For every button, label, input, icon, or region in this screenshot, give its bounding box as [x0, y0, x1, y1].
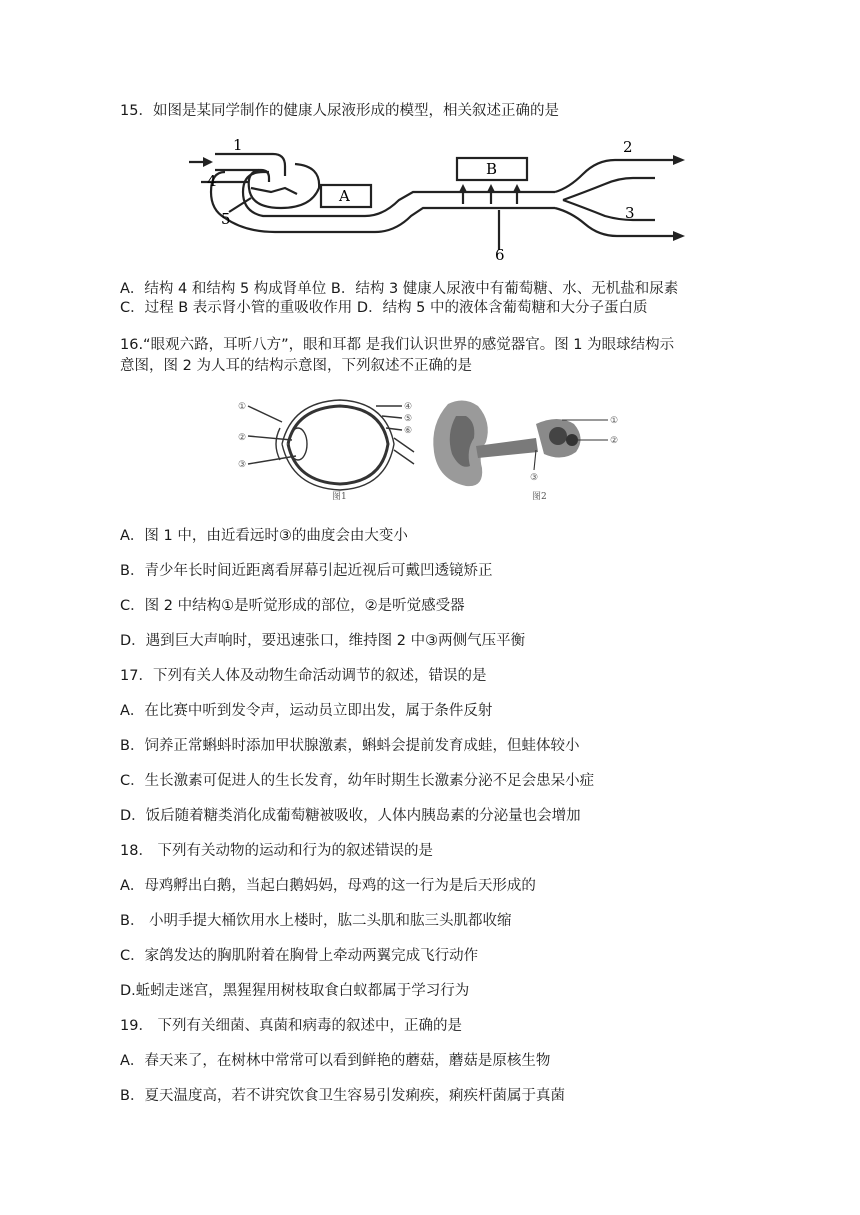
ear-structure-diagram — [426, 394, 626, 502]
q18-option-a: A．母鸡孵出白鹅，当起白鹅妈妈，母鸡的这一行为是后天形成的 — [120, 878, 536, 894]
ear-label-2: ② — [610, 436, 619, 446]
q15-option-ab: A．结构 4 和结构 5 构成肾单位 B．结构 3 健康人尿液中有葡萄糖、水、无机盐和尿素 — [120, 281, 679, 297]
q19-option-b: B．夏天温度高，若不讲究饮食卫生容易引发痢疾，痢疾杆菌属于真菌 — [120, 1088, 565, 1104]
kidney-model-diagram — [185, 132, 695, 262]
q17-option-b: B．饲养正常蝌蚪时添加甲状腺激素，蝌蚪会提前发育成蛙，但蛙体较小 — [120, 738, 580, 754]
q18-option-d: D.蚯蚓走迷宫，黑猩猩用树枝取食白蚁都属于学习行为 — [120, 983, 470, 999]
process-b-label: B — [486, 160, 498, 178]
q16-stem-line2: 意图，图 2 为人耳的结构示意图，下列叙述不正确的是 — [120, 358, 472, 374]
q15-option-cd: C．过程 B 表示肾小管的重吸收作用 D．结构 5 中的液体含葡萄糖和大分子蛋白质 — [120, 300, 648, 316]
q16-option-b: B．青少年长时间近距离看屏幕引起近视后可戴凹透镜矫正 — [120, 563, 493, 579]
q17-option-d: D．饭后随着糖类消化成葡萄糖被吸收，人体内胰岛素的分泌量也会增加 — [120, 808, 581, 824]
q16-option-c: C．图 2 中结构①是听觉形成的部位，②是听觉感受器 — [120, 598, 465, 614]
q17-option-c: C．生长激素可促进人的生长发育，幼年时期生长激素分泌不足会患呆小症 — [120, 773, 595, 789]
q15-stem: 15．如图是某同学制作的健康人尿液形成的模型，相关叙述正确的是 — [120, 103, 559, 119]
eye-label-6: ⑥ — [404, 426, 413, 436]
q19-stem: 19． 下列有关细菌、真菌和病毒的叙述中，正确的是 — [120, 1018, 463, 1034]
structure-6-label: 6 — [495, 246, 505, 262]
eye-label-4: ④ — [404, 402, 413, 412]
structure-5-label: 5 — [221, 210, 231, 228]
q18-stem: 18． 下列有关动物的运动和行为的叙述错误的是 — [120, 843, 434, 859]
q17-stem: 17．下列有关人体及动物生命活动调节的叙述，错误的是 — [120, 668, 487, 684]
q16-stem-line1: 16.“眼观六路，耳听八方”，眼和耳都 是我们认识世界的感觉器官。图 1 为眼球结构示 — [120, 337, 675, 353]
eye-label-3: ③ — [238, 460, 247, 470]
tube-2-label: 2 — [623, 138, 633, 156]
ear-label-1: ① — [610, 416, 619, 426]
q16-option-d: D．遇到巨大声响时，要迅速张口，维持图 2 中③两侧气压平衡 — [120, 633, 526, 649]
tube-1-label: 1 — [233, 136, 243, 154]
fig1-caption: 图1 — [332, 492, 347, 502]
fig2-caption: 图2 — [532, 492, 547, 502]
q18-option-b: B． 小明手提大桶饮用水上楼时，肱二头肌和肱三头肌都收缩 — [120, 913, 512, 929]
process-a-label: A — [339, 187, 350, 205]
eye-label-2: ② — [238, 433, 247, 443]
tube-3-label: 3 — [625, 204, 635, 222]
eye-structure-diagram — [236, 394, 434, 502]
eye-label-5: ⑤ — [404, 414, 413, 424]
structure-4-label: 4 — [207, 172, 217, 190]
ear-label-3: ③ — [530, 473, 539, 483]
q17-option-a: A．在比赛中听到发令声，运动员立即出发，属于条件反射 — [120, 703, 493, 719]
q16-option-a: A．图 1 中，由近看远时③的曲度会由大变小 — [120, 528, 408, 544]
q19-option-a: A．春天来了，在树林中常常可以看到鲜艳的蘑菇，蘑菇是原核生物 — [120, 1053, 551, 1069]
q18-option-c: C．家鸽发达的胸肌附着在胸骨上牵动两翼完成飞行动作 — [120, 948, 479, 964]
eye-label-1: ① — [238, 402, 247, 412]
